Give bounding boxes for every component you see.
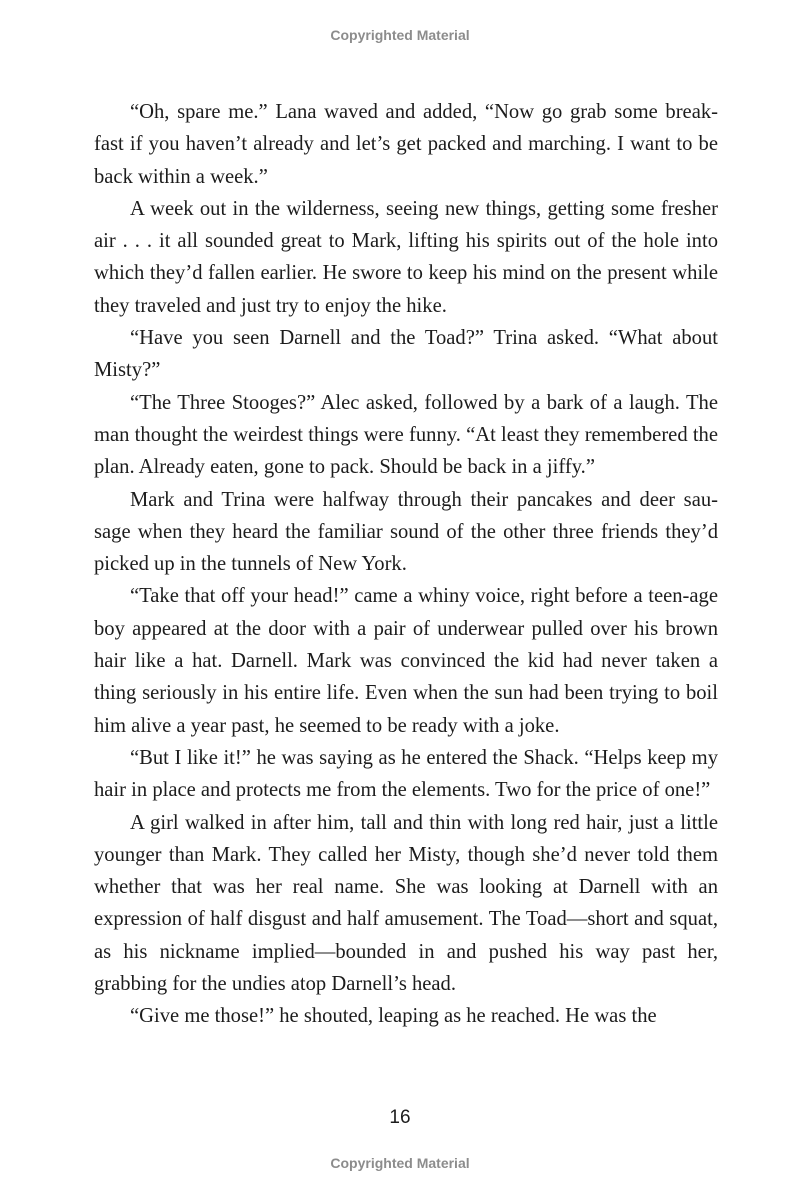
page-body-text xyxy=(94,96,718,1033)
paragraph: “The Three Stooges?” Alec asked, followed by a bark of a laugh. The man thought the weirdest things were funny. “At least they remembered the plan. Already eaten, gone to pack. Should be back in a jiffy.” xyxy=(94,391,718,479)
copyright-header: Copyrighted Material xyxy=(330,27,470,43)
paragraph: “Take that off your head!” came a whiny voice, right before a teen-age boy appeared at the door with a pair of underwear pulled over his brown hair like a hat. Darnell. Mark was convinced the kid had never taken a thing seriously in his entire life. Even when the sun had been trying to boil him alive a year past, he seemed to be ready with a joke. xyxy=(94,585,718,737)
copyright-footer: Copyrighted Material xyxy=(330,1155,470,1171)
paragraph: “Give me those!” he shouted, leaping as he reached. He was the xyxy=(130,1005,657,1028)
page-number: 16 xyxy=(389,1107,411,1128)
paragraph: “But I like it!” he was saying as he entered the Shack. “Helps keep my hair in place and protects me from the elements. Two for the price of one!” xyxy=(94,746,718,802)
paragraph: Mark and Trina were halfway through their pancakes and deer sau-sage when they heard the familiar sound of the other three friends they’d picked up in the tunnels of New York. xyxy=(94,488,718,576)
paragraph: A girl walked in after him, tall and thin with long red hair, just a little younger than Mark. They called her Misty, though she’d never told them whether that was her real name. She was looking at Darnell with an expression of half disgust and half amusement. The Toad—short and squat, as his nickname implied—bounded in and pushed his way past her, grabbing for the undies atop Darnell’s head. xyxy=(94,811,718,996)
paragraph: A week out in the wilderness, seeing new things, getting some fresher air . . . it all sounded great to Mark, lifting his spirits out of the hole into which they’d fallen earlier. He swore to keep his mind on the present while they traveled and just try to enjoy the hike. xyxy=(94,197,718,317)
paragraph: “Oh, spare me.” Lana waved and added, “Now go grab some break-fast if you haven’t already and let’s get packed and marching. I want to be back within a week.” xyxy=(94,101,718,188)
paragraph: “Have you seen Darnell and the Toad?” Trina asked. “What about Misty?” xyxy=(94,327,718,382)
